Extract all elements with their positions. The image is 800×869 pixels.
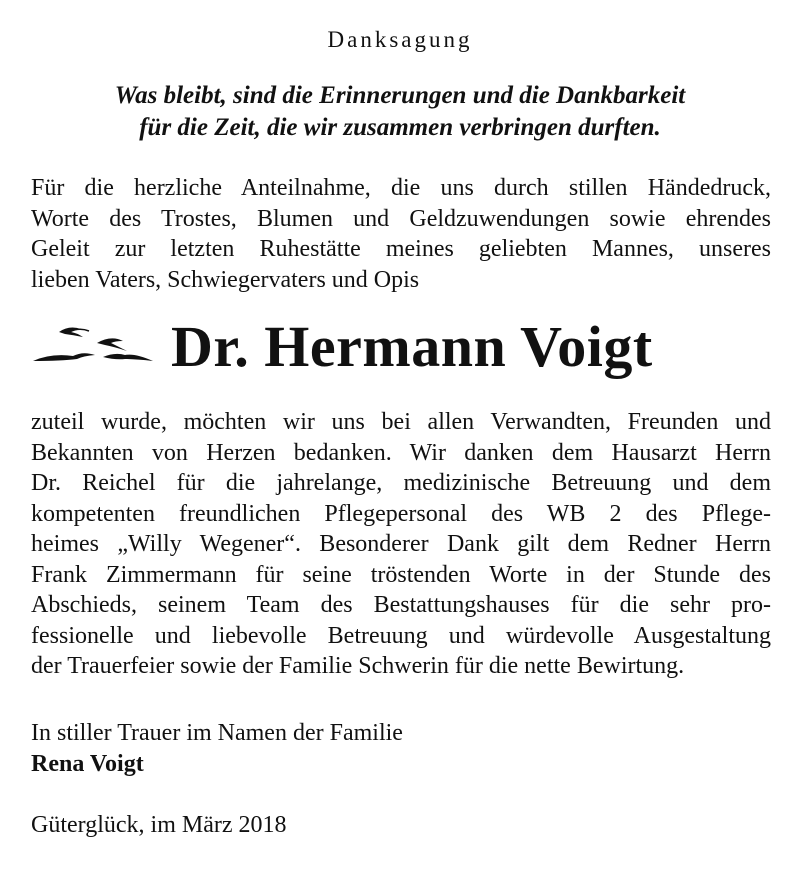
intro-line: Worte des Trostes, Blumen und Geldzuwendungen sowie ehrendes [31, 205, 771, 232]
quote-line: für die Zeit, die wir zusammen verbringen durften. [139, 114, 661, 141]
signature: Rena Voigt [31, 751, 144, 777]
notice-heading: Danksagung [327, 27, 473, 52]
quote [0, 80, 800, 144]
place-date: Güterglück, im März 2018 [31, 812, 287, 838]
body-line: Dr. Reichel für die jahrelange, medizinische Betreuung und dem [31, 470, 771, 496]
body-line: Bekannten von Herzen bedanken. Wir danken dem Hausarzt Herrn [31, 439, 771, 466]
body-paragraph [31, 407, 771, 682]
intro-line: Geleit zur letzten Ruhestätte meines geliebten Mannes, unseres [31, 236, 771, 262]
body-line: Frank Zimmermann für seine tröstenden Worte in der Stunde des [31, 561, 771, 588]
intro-line: lieben Vaters, Schwiegervaters und Opis [31, 266, 420, 293]
body-line: zuteil wurde, möchten wir uns bei allen Verwandten, Freunden und [31, 409, 771, 435]
closing [31, 718, 403, 780]
intro-line: Für die herzliche Anteilnahme, die uns durch stillen Händedruck, [31, 175, 771, 201]
body-line: kompetenten freundlichen Pflegepersonal des WB 2 des Pflege- [31, 500, 771, 527]
deceased-name: Dr. Hermann Voigt [171, 314, 653, 379]
birds-icon [31, 323, 156, 367]
body-line: der Trauerfeier sowie der Familie Schwerin für die nette Bewirtung. [31, 653, 685, 679]
intro-paragraph [31, 173, 771, 295]
quote-line: Was bleibt, sind die Erinnerungen und die Dankbarkeit [114, 82, 686, 109]
body-line: Abschieds, seinem Team des Bestattungshauses für die sehr pro- [31, 592, 771, 618]
name-row [31, 310, 771, 390]
body-line: heimes „Willy Wegener“. Besonderer Dank gilt dem Redner Herrn [31, 531, 771, 557]
closing-line: In stiller Trauer im Namen der Familie [31, 720, 403, 746]
body-line: fessionelle und liebevolle Betreuung und würdevolle Ausgestaltung [31, 622, 771, 649]
